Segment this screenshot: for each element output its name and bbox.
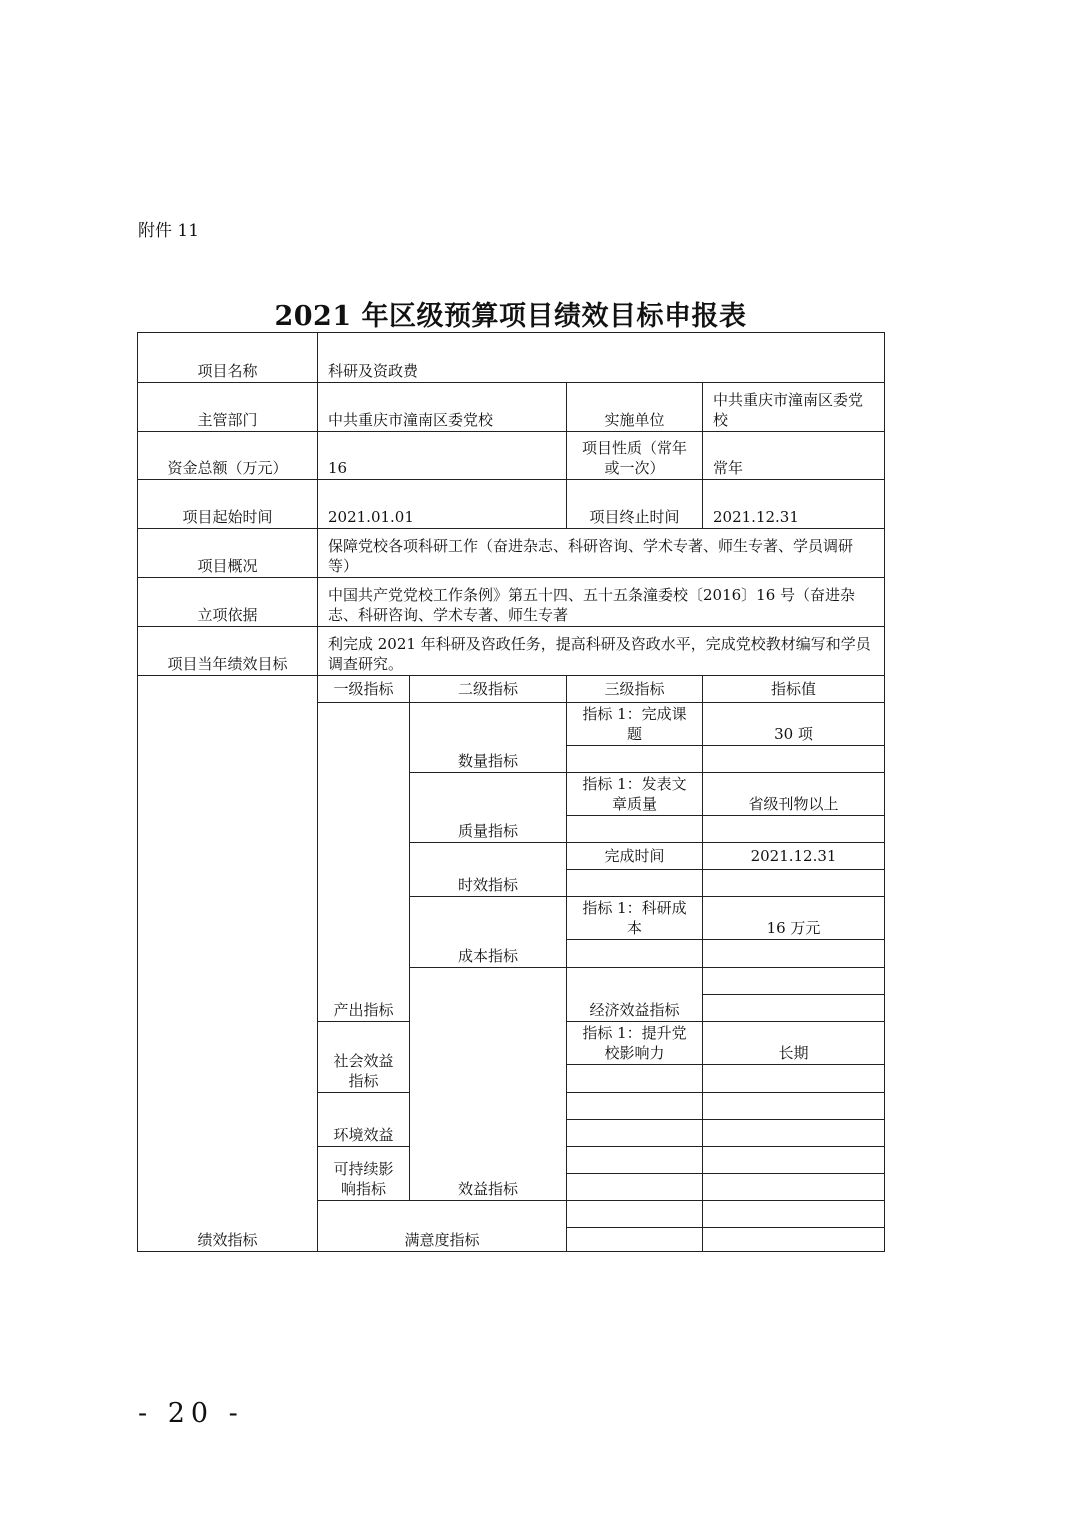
page-title: 2021 年区级预算项目绩效目标申报表 <box>274 301 747 332</box>
overview-label: 项目概况 <box>138 529 318 578</box>
environment-indicator-label: 环境效益 <box>318 1093 410 1147</box>
timeliness-indicator-label: 时效指标 <box>410 843 567 897</box>
quality-level3: 指标 1：发表文章质量 <box>567 773 703 816</box>
quantity-indicator-label: 数量指标 <box>410 703 567 773</box>
fund-label: 资金总额（万元） <box>138 432 318 480</box>
social-level3: 指标 1：提升党校影响力 <box>567 1022 703 1065</box>
header-value: 指标值 <box>703 676 885 703</box>
dept-label: 主管部门 <box>138 383 318 432</box>
start-value: 2021.01.01 <box>318 480 567 529</box>
start-label: 项目起始时间 <box>138 480 318 529</box>
sustainable-indicator-label: 可持续影响指标 <box>318 1147 410 1201</box>
fund-value: 16 <box>318 432 567 480</box>
nature-label: 项目性质（常年或一次） <box>567 432 703 480</box>
economic-indicator-label: 经济效益指标 <box>567 968 703 1022</box>
cost-value: 16 万元 <box>703 897 885 940</box>
end-label: 项目终止时间 <box>567 480 703 529</box>
goal-value: 利完成 2021 年科研及咨政任务，提高科研及咨政水平，完成党校教材编写和学员调查研究。 <box>318 627 885 676</box>
performance-target-table <box>137 332 885 1252</box>
cost-indicator-label: 成本指标 <box>410 897 567 968</box>
project-name-value: 科研及资政费 <box>318 333 885 383</box>
unit-label: 实施单位 <box>567 383 703 432</box>
overview-value: 保障党校各项科研工作（奋进杂志、科研咨询、学术专著、师生专著、学员调研等） <box>318 529 885 578</box>
end-value: 2021.12.31 <box>703 480 885 529</box>
nature-value: 常年 <box>703 432 885 480</box>
timeliness-level3: 完成时间 <box>567 843 703 870</box>
social-value: 长期 <box>703 1022 885 1065</box>
page-number: - 20 - <box>138 1398 244 1429</box>
social-indicator-label: 社会效益指标 <box>318 1022 410 1093</box>
attachment-label: 附件 11 <box>138 221 200 241</box>
quality-indicator-label: 质量指标 <box>410 773 567 843</box>
benefit-indicator-label: 效益指标 <box>410 968 567 1201</box>
unit-value: 中共重庆市潼南区委党校 <box>703 383 885 432</box>
dept-value: 中共重庆市潼南区委党校 <box>318 383 567 432</box>
performance-indicator-label: 绩效指标 <box>138 676 318 1252</box>
header-level1: 一级指标 <box>318 676 410 703</box>
quantity-value: 30 项 <box>703 703 885 746</box>
cost-level3: 指标 1：科研成本 <box>567 897 703 940</box>
goal-label: 项目当年绩效目标 <box>138 627 318 676</box>
header-level2: 二级指标 <box>410 676 567 703</box>
basis-label: 立项依据 <box>138 578 318 627</box>
header-level3: 三级指标 <box>567 676 703 703</box>
timeliness-value: 2021.12.31 <box>703 843 885 870</box>
quantity-level3: 指标 1：完成课题 <box>567 703 703 746</box>
satisfaction-indicator-label: 满意度指标 <box>318 1201 567 1252</box>
basis-value: 中国共产党党校工作条例》第五十四、五十五条潼委校〔2016〕16 号（奋进杂志、科研咨询、学术专著、师生专著 <box>318 578 885 627</box>
quality-value: 省级刊物以上 <box>703 773 885 816</box>
project-name-label: 项目名称 <box>138 333 318 383</box>
output-indicator-label: 产出指标 <box>318 703 410 1022</box>
